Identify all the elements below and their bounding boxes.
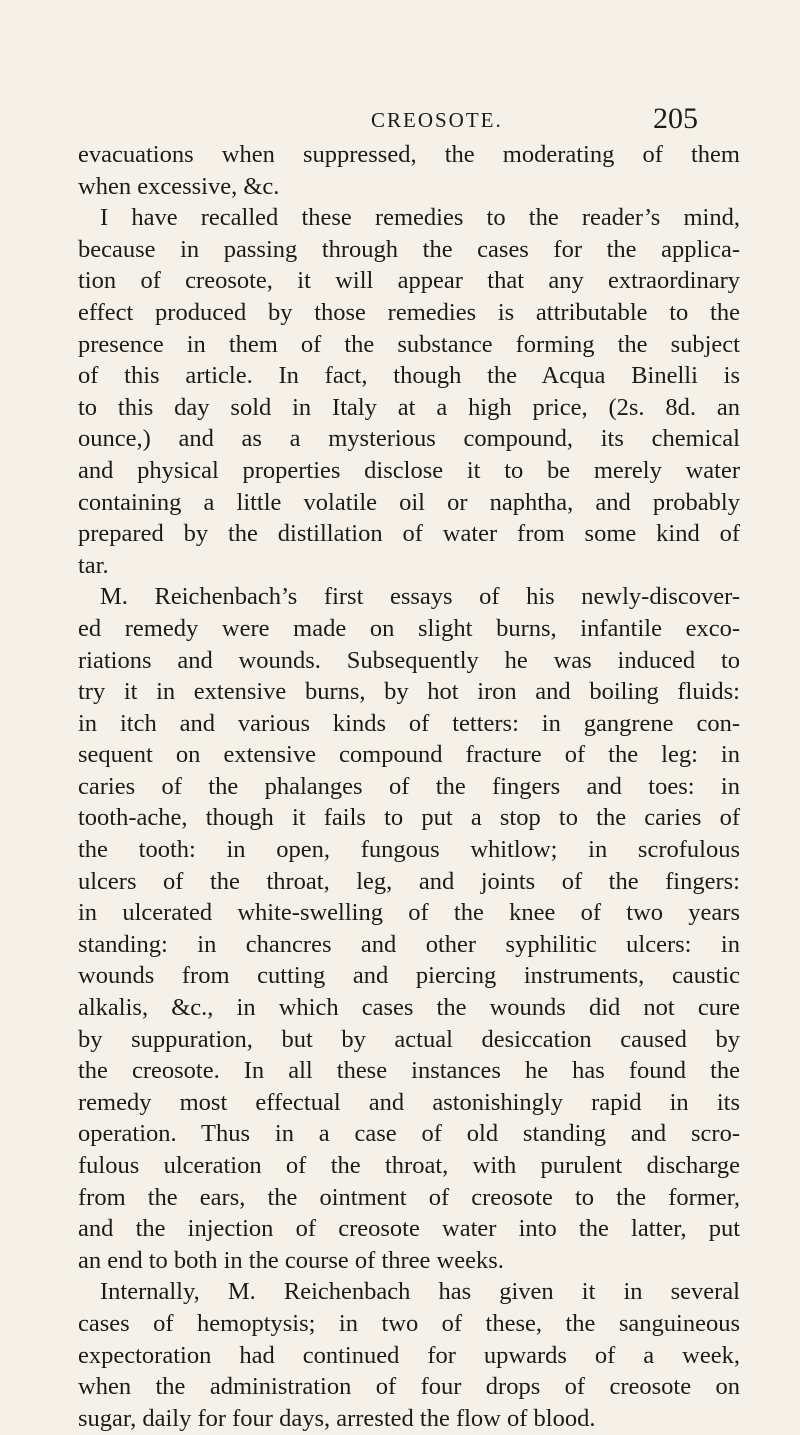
text-line: cases of hemoptysis; in two of these, the sanguineous	[78, 1309, 740, 1337]
text-line: when excessive, &c.	[78, 172, 280, 200]
text-line: M. Reichenbach’s first essays of his newly-discover-	[100, 583, 740, 611]
text-line: and physical properties disclose it to be merely water	[78, 456, 740, 484]
text-line: and the injection of creosote water into the latter, put	[78, 1215, 740, 1243]
text-line: prepared by the distillation of water from some kind of	[78, 520, 740, 548]
text-line: ed remedy were made on slight burns, infantile exco-	[78, 614, 740, 642]
text-line: sequent on extensive compound fracture of the leg: in	[78, 741, 740, 769]
text-line: expectoration had continued for upwards of a week,	[78, 1341, 740, 1369]
text-line: operation. Thus in a case of old standing and scro-	[78, 1120, 740, 1148]
text-line: to this day sold in Italy at a high price, (2s. 8d. an	[78, 393, 740, 421]
text-line: sugar, daily for four days, arrested the flow of blood.	[78, 1404, 596, 1432]
text-line: remedy most effectual and astonishingly rapid in its	[78, 1088, 740, 1116]
text-line: effect produced by those remedies is attributable to the	[78, 298, 740, 326]
text-line: evacuations when suppressed, the moderating of them	[78, 141, 740, 168]
text-line: an end to both in the course of three weeks.	[78, 1246, 504, 1274]
text-line: riations and wounds. Subsequently he was induced to	[78, 646, 740, 674]
text-line: in ulcerated white-swelling of the knee of two years	[78, 899, 740, 927]
text-line: presence in them of the substance forming the subject	[78, 330, 740, 358]
page-number: 205	[653, 102, 698, 135]
text-line: tar.	[78, 551, 109, 579]
body-text	[78, 139, 740, 1434]
text-line: I have recalled these remedies to the reader’s mind,	[100, 204, 740, 232]
text-line: in itch and various kinds of tetters: in gangrene con-	[78, 709, 740, 737]
text-line: fulous ulceration of the throat, with purulent discharge	[78, 1152, 740, 1179]
text-line: standing: in chancres and other syphilitic ulcers: in	[78, 930, 740, 958]
text-line: alkalis, &c., in which cases the wounds did not cure	[78, 994, 740, 1022]
text-line: ounce,) and as a mysterious compound, its chemical	[78, 425, 740, 453]
running-head	[0, 102, 800, 138]
text-line: the tooth: in open, fungous whitlow; in scrofulous	[78, 836, 740, 864]
text-line: by suppuration, but by actual desiccation caused by	[78, 1025, 740, 1053]
text-line: the creosote. In all these instances he has found the	[78, 1057, 740, 1085]
text-line: caries of the phalanges of the fingers and toes: in	[78, 772, 740, 800]
text-line: containing a little volatile oil or naphtha, and probably	[78, 488, 740, 516]
text-line: because in passing through the cases for the applica-	[78, 235, 740, 263]
text-line: of this article. In fact, though the Acqua Binelli is	[78, 362, 740, 390]
text-line: ulcers of the throat, leg, and joints of the fingers:	[78, 867, 740, 895]
text-line: tion of creosote, it will appear that any extraordinary	[78, 267, 740, 295]
text-line: wounds from cutting and piercing instruments, caustic	[78, 962, 740, 990]
text-line: from the ears, the ointment of creosote to the former,	[78, 1183, 740, 1211]
text-line: when the administration of four drops of creosote on	[78, 1373, 740, 1401]
text-line: try it in extensive burns, by hot iron and boiling fluids:	[78, 678, 740, 706]
running-head-title: CREOSOTE.	[371, 108, 503, 132]
text-line: tooth-ache, though it fails to put a stop to the caries of	[78, 804, 740, 832]
text-line: Internally, M. Reichenbach has given it in several	[100, 1278, 740, 1306]
